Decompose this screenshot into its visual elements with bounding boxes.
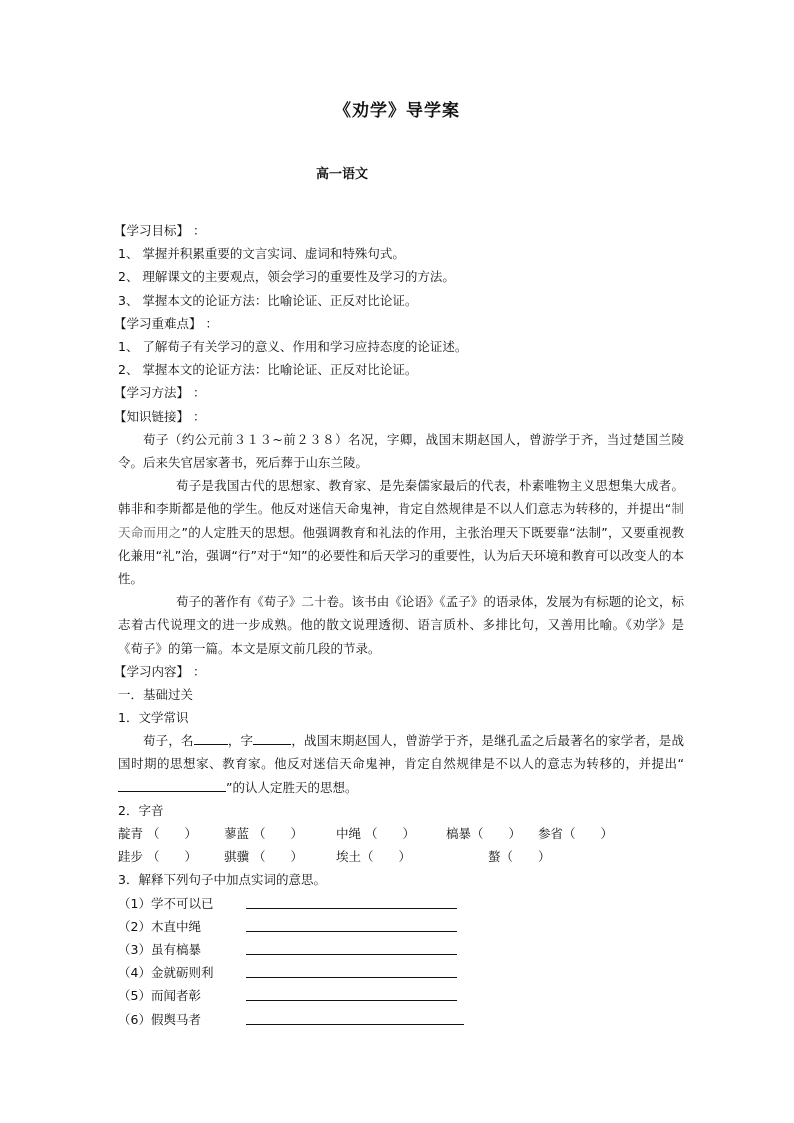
lit-text-a: 荀子，名 xyxy=(143,733,194,749)
answer-line[interactable] xyxy=(246,915,457,932)
key-point-item: 2、 掌握本文的论证方法：比喻论证、正反对比论证。 xyxy=(118,362,418,378)
pronunciation-row-2 xyxy=(118,845,684,868)
key-points-heading: 【学习重难点】 ： xyxy=(114,315,218,331)
goals-heading: 【学习目标】 ： xyxy=(114,223,206,238)
content-heading: 【学习内容】 ： xyxy=(114,663,206,679)
question-text: （6）假舆马者 xyxy=(118,1011,201,1027)
method-heading: 【学习方法】 ： xyxy=(114,385,206,401)
pronunciation-item[interactable]: 蓼蓝 （ ） xyxy=(224,826,303,842)
courtesy-name-blank[interactable] xyxy=(253,730,291,745)
item-explanation-heading: 3．解释下列句子中加点实词的意思。 xyxy=(118,872,326,888)
explanation-question xyxy=(118,961,684,984)
item-literature-heading: 1．文学常识 xyxy=(118,710,189,726)
idea-blank[interactable] xyxy=(118,777,226,792)
explanation-question xyxy=(118,915,684,938)
pronunciation-item[interactable]: 参省（ ） xyxy=(538,826,614,842)
item-pronunciation-heading: 2．字音 xyxy=(118,802,164,818)
answer-line[interactable] xyxy=(246,961,457,978)
page-subtitle: 高一语文 xyxy=(316,167,369,182)
knowledge-p2-quote: 制天命而用之 xyxy=(118,501,684,540)
knowledge-p2-text-a: 荀子是我国古代的思想家、教育家、是先秦儒家最后的代表，朴素唯物主义思想集大成者。韩非和李斯都是他的学生。他反对迷信天命鬼神，肯定自然规律是不以人们意志为转移的，并提出“ xyxy=(118,478,684,517)
question-text: （5）而闻者彰 xyxy=(118,988,201,1004)
pronunciation-item[interactable]: 骐骥 （ ） xyxy=(224,849,303,865)
question-text: （4）金就砺则利 xyxy=(118,965,214,981)
question-text: （3）虽有槁暴 xyxy=(118,942,201,958)
question-text: （1）学不可以已 xyxy=(118,895,214,911)
lit-text-c: ，战国末期赵国人，曾游学于齐，是继孔孟之后最著名的家学者，是战国时期的思想家、教育家。他反对迷信天命鬼神，肯定自然规律是不以人的意志为转移的，并提出“ xyxy=(118,733,684,772)
goal-item: 3、 掌握本文的论证方法：比喻论证、正反对比论证。 xyxy=(118,292,418,308)
knowledge-p2-text-b: ”的人定胜天的思想。他强调教育和礼法的作用，主张治理天下既要靠“法制”，又要重视教化兼用“礼”治，强调“行”对于“知”的必要性和后天学习的重要性，认为后天环境和教育可以改变人的本性。 xyxy=(118,524,684,586)
answer-line[interactable] xyxy=(246,938,457,955)
explanation-question xyxy=(118,938,684,961)
pronunciation-item[interactable]: 槁暴（ ） xyxy=(446,826,522,842)
part-basic-heading: 一．基础过关 xyxy=(118,686,194,702)
pronunciation-item[interactable]: 中绳 （ ） xyxy=(336,826,415,842)
lit-text-b: ，字 xyxy=(227,733,254,749)
pronunciation-item[interactable]: 螯（ ） xyxy=(488,849,551,865)
key-point-item: 1、 了解荀子有关学习的意义、作用和学习应持态度的论证述。 xyxy=(118,338,468,354)
answer-line[interactable] xyxy=(246,984,457,1001)
pronunciation-item[interactable]: 埃土（ ） xyxy=(336,849,412,865)
page-title: 《劝学》导学案 xyxy=(334,101,460,121)
goal-item: 1、 掌握并积累重要的文言实词、虚词和特殊句式。 xyxy=(118,246,405,262)
answer-line[interactable] xyxy=(246,1008,464,1025)
document-body xyxy=(114,219,684,1031)
answer-line[interactable] xyxy=(246,892,457,909)
knowledge-paragraph-2 xyxy=(118,474,684,590)
literature-fill-paragraph xyxy=(118,729,684,799)
pronunciation-item[interactable]: 靛青 （ ） xyxy=(118,826,197,842)
lit-text-d: ”的认人定胜天的思想。 xyxy=(226,779,358,795)
explanation-question xyxy=(118,984,684,1007)
knowledge-paragraph-1: 荀子（约公元前３１３~前２３８）名况，字卿，战国末期赵国人，曾游学于齐，当过楚国兰陵令。后来失官居家著书，死后葬于山东兰陵。 xyxy=(118,431,684,470)
name-blank[interactable] xyxy=(194,730,228,745)
knowledge-link-heading: 【知识链接】 ： xyxy=(114,408,206,424)
goal-item: 2、 理解课文的主要观点，领会学习的重要性及学习的方法。 xyxy=(118,269,455,285)
pronunciation-item[interactable]: 跬步 （ ） xyxy=(118,849,197,865)
explanation-question xyxy=(118,892,684,915)
explanation-question xyxy=(118,1008,684,1031)
question-text: （2）木直中绳 xyxy=(118,918,201,934)
pronunciation-row-1 xyxy=(118,822,684,845)
knowledge-paragraph-3: 荀子的著作有《荀子》二十卷。该书由《论语》《孟子》的语录体，发展为有标题的论文，标志着古代说理文的进一步成熟。他的散文说理透彻、语言质朴、多排比句，又善用比喻。《劝学》是《荀子》的第一篇。本文是原文前几段的节录。 xyxy=(118,594,684,656)
